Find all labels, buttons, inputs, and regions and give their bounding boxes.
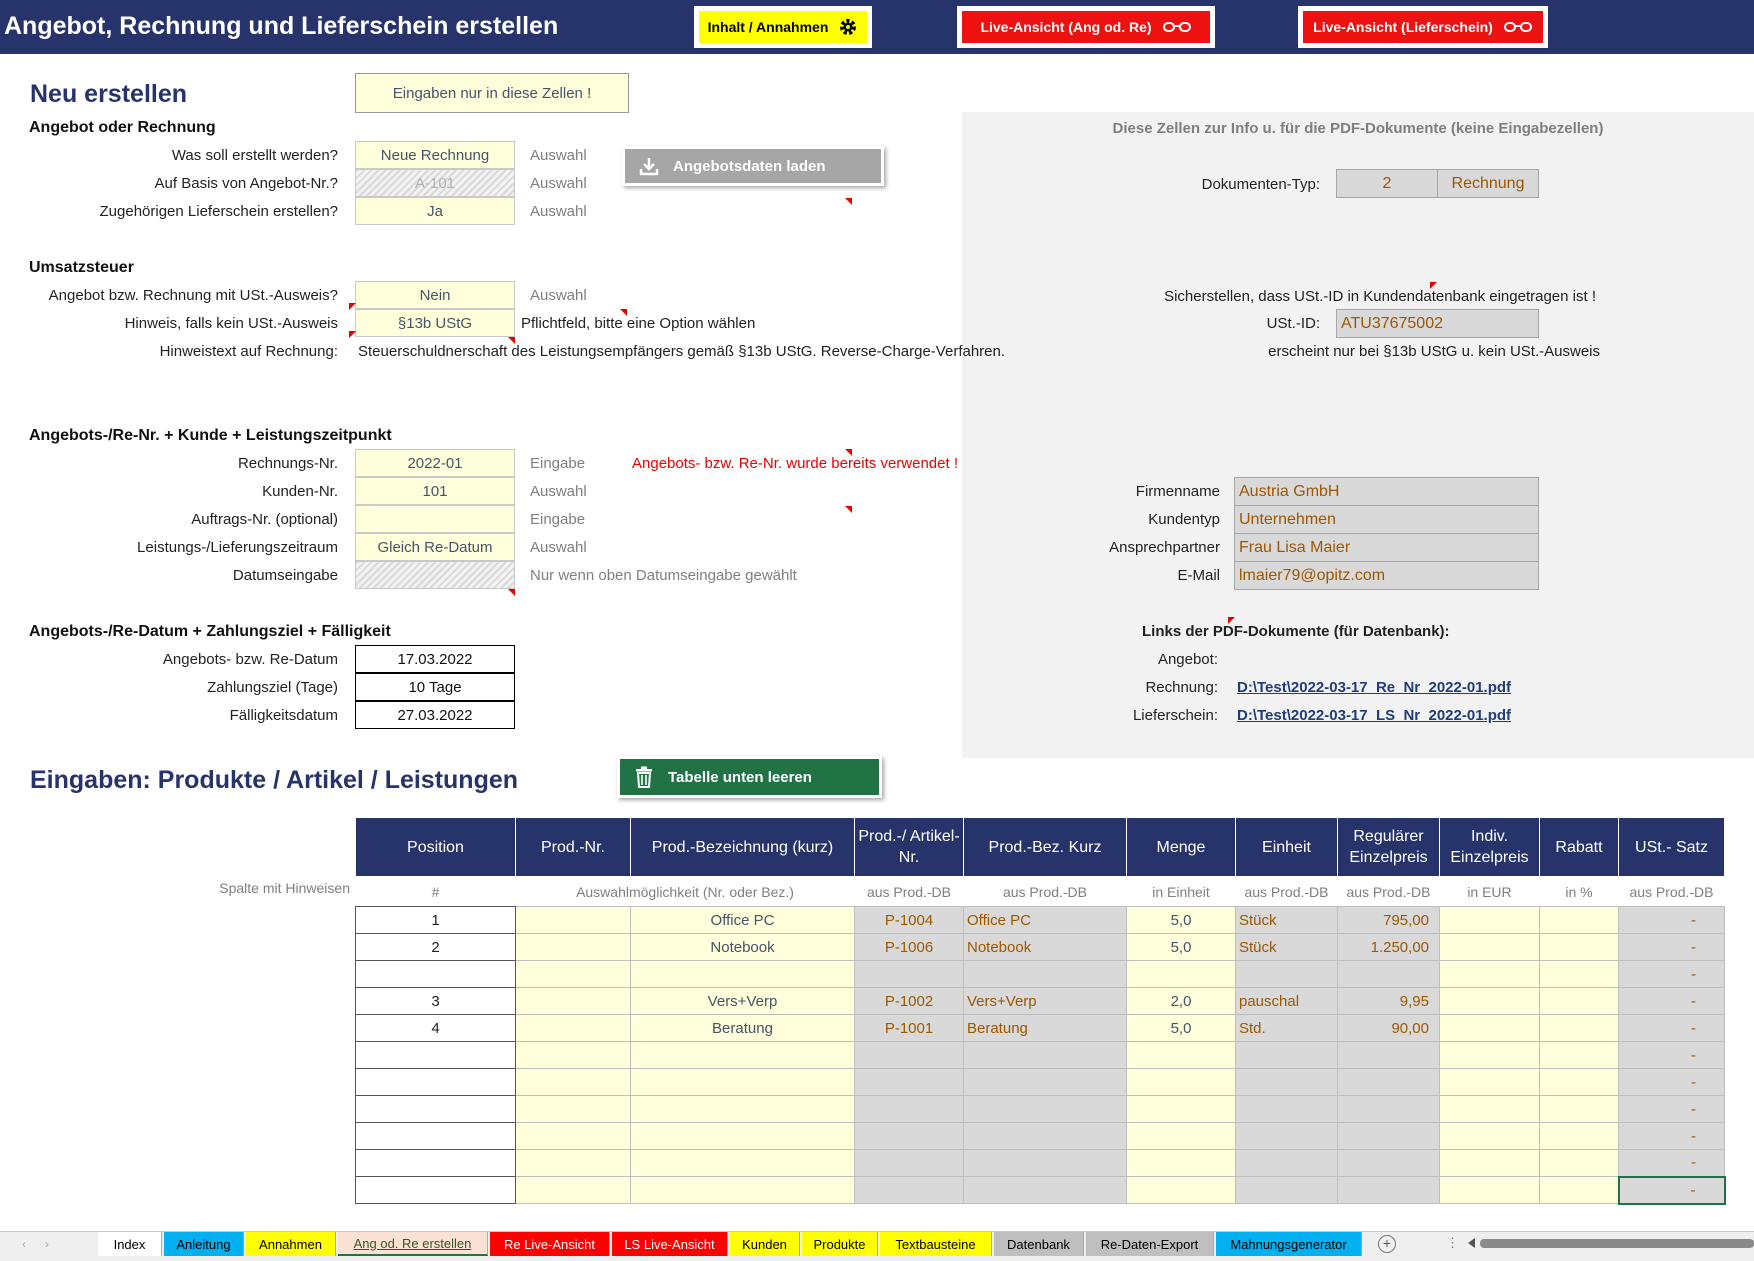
cell-ust: - [1619, 934, 1725, 961]
cell-indiv[interactable] [1440, 1096, 1540, 1123]
table-row [356, 934, 1725, 961]
subheader-cell: aus Prod.-DB [1244, 883, 1329, 900]
inhalt-annahmen-button[interactable] [694, 6, 872, 48]
glasses-icon [1162, 20, 1192, 34]
field-label: Was soll erstellt werden? [171, 147, 338, 164]
cell-pos[interactable] [356, 1096, 516, 1123]
sheet-tab-2[interactable]: Annahmen [246, 1232, 336, 1256]
customer-info-value: Unternehmen [1234, 505, 1539, 534]
section-heading-datum: Angebots-/Re-Datum + Zahlungsziel + Fälligkeit [29, 623, 391, 640]
cell-kurz [964, 1069, 1127, 1096]
cell-einheit [1236, 1069, 1338, 1096]
cell-einheit [1236, 1096, 1338, 1123]
cell-kurz: Vers+Verp [964, 988, 1127, 1015]
section-heading-umsatzsteuer: Umsatzsteuer [29, 259, 134, 276]
cell-ust: - [1619, 1123, 1725, 1150]
cell-preis [1338, 1096, 1440, 1123]
subheader-cell: in Einheit [1152, 883, 1210, 900]
cell-kurz [964, 961, 1127, 988]
cell-rabatt[interactable] [1540, 1177, 1619, 1204]
cell-bez[interactable] [631, 1096, 855, 1123]
column-header: USt.- Satz [1619, 818, 1725, 877]
column-header: Menge [1127, 818, 1236, 877]
cell-indiv[interactable] [1440, 1150, 1540, 1177]
cell-bez[interactable] [631, 1177, 855, 1204]
section-heading-angebot-rechnung: Angebot oder Rechnung [29, 119, 216, 136]
field-label: Leistungs-/Lieferungszeitraum [137, 539, 338, 556]
pdf-link[interactable]: D:\Test\2022-03-17_Re_Nr_2022-01.pdf [1237, 679, 1512, 696]
cell-einheit: pauschal [1236, 988, 1338, 1015]
cell-rabatt[interactable] [1540, 934, 1619, 961]
sheet-tab-0[interactable]: Index [98, 1232, 162, 1256]
cell-art [855, 961, 964, 988]
cell-preis: 1.250,00 [1338, 934, 1440, 961]
page-title: Angebot, Rechnung und Lieferschein erstellen [4, 12, 559, 40]
field-label: Kunden-Nr. [262, 483, 338, 500]
doctype-number: 2 [1336, 169, 1438, 198]
input-cells-note: Eingaben nur in diese Zellen ! [355, 73, 629, 113]
sheet-tab-bar [0, 1231, 1754, 1261]
cell-kurz [964, 1150, 1127, 1177]
comment-indicator [620, 309, 627, 316]
column-header: Rabatt [1540, 818, 1619, 877]
clear-table-button[interactable] [617, 756, 882, 798]
sheet-tab-7[interactable]: Produkte [802, 1232, 878, 1256]
cell-rabatt[interactable] [1540, 1042, 1619, 1069]
column-header: Prod.-Bezeichnung (kurz) [631, 818, 855, 877]
cell-bez[interactable] [631, 1123, 855, 1150]
input-cell[interactable]: 2022-01 [355, 449, 515, 477]
cell-art: P-1001 [855, 1015, 964, 1042]
cell-indiv[interactable] [1440, 961, 1540, 988]
cell-nr[interactable] [516, 1042, 631, 1069]
pdf-link-label: Lieferschein: [1132, 707, 1218, 724]
info-panel-title: Diese Zellen zur Info u. für die PDF-Dokumente (keine Eingabezellen) [1112, 120, 1604, 137]
field-label: Datumseingabe [232, 567, 338, 584]
cell-rabatt[interactable] [1540, 961, 1619, 988]
cell-bez[interactable] [631, 961, 855, 988]
table-row [356, 1177, 1725, 1204]
cell-indiv[interactable] [1440, 1015, 1540, 1042]
more-options-icon[interactable]: ⋮ [1446, 1235, 1459, 1250]
pdf-link[interactable]: D:\Test\2022-03-17_LS_Nr_2022-01.pdf [1237, 707, 1512, 724]
load-offer-data-button[interactable] [622, 146, 884, 186]
cell-indiv[interactable] [1440, 907, 1540, 934]
cell-art: P-1004 [855, 907, 964, 934]
cell-nr[interactable] [516, 961, 631, 988]
cell-pos[interactable]: 1 [356, 907, 516, 934]
field-hint: Auswahl [530, 287, 587, 304]
field-label: Auftrags-Nr. (optional) [191, 511, 338, 528]
pdf-links-title: Links der PDF-Dokumente (für Datenbank): [1142, 623, 1450, 640]
cell-indiv[interactable] [1440, 1123, 1540, 1150]
input-cell[interactable]: Nein [355, 281, 515, 309]
cell-menge[interactable]: 2,0 [1127, 988, 1236, 1015]
cell-indiv[interactable] [1440, 934, 1540, 961]
column-header: Prod.-Nr. [516, 818, 631, 877]
doctype-name: Rechnung [1437, 169, 1539, 198]
cell-preis [1338, 1042, 1440, 1069]
comment-indicator [508, 589, 515, 596]
cell-preis [1338, 1177, 1440, 1204]
cell-einheit [1236, 1150, 1338, 1177]
sheet-tab-4[interactable]: Re Live-Ansicht [490, 1232, 610, 1256]
input-cell[interactable]: 17.03.2022 [355, 645, 515, 673]
table-row [356, 1042, 1725, 1069]
customer-info-label: Firmenname [1135, 483, 1220, 500]
clear-button-label: Tabelle unten leeren [668, 768, 812, 786]
cell-pos[interactable] [356, 1177, 516, 1204]
subheader-cell: # [431, 883, 440, 900]
cell-kurz [964, 1096, 1127, 1123]
cell-ust: - [1619, 1177, 1725, 1204]
cell-nr[interactable] [516, 934, 631, 961]
field-label: Auf Basis von Angebot-Nr.? [154, 175, 338, 192]
cell-menge[interactable]: 5,0 [1127, 934, 1236, 961]
input-cell[interactable]: Neue Rechnung [355, 141, 515, 169]
comment-indicator [349, 331, 356, 338]
field-label: Zahlungsziel (Tage) [207, 679, 338, 696]
subheader-row [356, 877, 1725, 907]
ust-id-note: Sicherstellen, dass USt.-ID in Kundendatenbank eingetragen ist ! [1164, 288, 1596, 305]
sheet-tab-8[interactable]: Textbausteine [880, 1232, 992, 1256]
cell-rabatt[interactable] [1540, 1150, 1619, 1177]
hinweistext-value: Steuerschuldnerschaft des Leistungsempfängers gemäß §13b UStG. Reverse-Charge-Verfahren. [358, 343, 1006, 360]
ust-id-label: USt.-ID: [1266, 315, 1320, 332]
input-cell[interactable]: 101 [355, 477, 515, 505]
sheet-tab-5[interactable]: LS Live-Ansicht [612, 1232, 728, 1256]
products-table [355, 817, 1726, 1205]
cell-kurz: Beratung [964, 1015, 1127, 1042]
pdf-link-label: Angebot: [1157, 651, 1218, 668]
cell-ust: - [1619, 988, 1725, 1015]
field-label: Fälligkeitsdatum [229, 707, 338, 724]
scroll-left-arrow-icon[interactable] [1468, 1238, 1475, 1248]
input-cell[interactable] [355, 505, 515, 533]
sheet-tab-10[interactable]: Re-Daten-Export [1086, 1232, 1214, 1256]
column-hints-label: Spalte mit Hinweisen [219, 880, 350, 896]
cell-bez[interactable]: Beratung [631, 1015, 855, 1042]
subheader-cell: aus Prod.-DB [866, 883, 952, 900]
cell-nr[interactable] [516, 988, 631, 1015]
load-button-label: Angebotsdaten laden [673, 157, 826, 175]
table-row [356, 1069, 1725, 1096]
cell-menge[interactable] [1127, 1042, 1236, 1069]
field-hint: Nur wenn oben Datumseingabe gewählt [530, 567, 797, 584]
cell-menge[interactable] [1127, 1069, 1236, 1096]
subheader-cell: Auswahlmöglichkeit (Nr. oder Bez.) [576, 883, 794, 900]
cell-pos[interactable] [356, 1042, 516, 1069]
cell-menge[interactable]: 5,0 [1127, 907, 1236, 934]
cell-art [855, 1042, 964, 1069]
hinweistext-label: Hinweistext auf Rechnung: [159, 343, 338, 360]
cell-nr[interactable] [516, 1069, 631, 1096]
download-icon [639, 156, 659, 176]
cell-pos[interactable] [356, 1150, 516, 1177]
cell-nr[interactable] [516, 1177, 631, 1204]
input-cell[interactable]: Gleich Re-Datum [355, 533, 515, 561]
duplicate-number-warning: Angebots- bzw. Re-Nr. wurde bereits verwendet ! [632, 455, 958, 472]
field-hint: Auswahl [530, 147, 587, 164]
cell-preis: 9,95 [1338, 988, 1440, 1015]
cell-bez[interactable]: Vers+Verp [631, 988, 855, 1015]
comment-indicator [845, 198, 852, 205]
cell-indiv[interactable] [1440, 988, 1540, 1015]
field-hint: Eingabe [530, 511, 586, 528]
cell-kurz [964, 1042, 1127, 1069]
cell-bez[interactable] [631, 1069, 855, 1096]
cell-kurz: Notebook [964, 934, 1127, 961]
horizontal-scrollbar[interactable] [1480, 1239, 1754, 1248]
cell-kurz: Office PC [964, 907, 1127, 934]
cell-art [855, 1150, 964, 1177]
cell-menge[interactable] [1127, 1096, 1236, 1123]
cell-bez[interactable]: Notebook [631, 934, 855, 961]
sheet-tab-9[interactable]: Datenbank [994, 1232, 1084, 1256]
cell-kurz [964, 1123, 1127, 1150]
customer-info-value: Austria GmbH [1234, 477, 1539, 506]
sheet-tab-6[interactable]: Kunden [730, 1232, 800, 1256]
cell-pos[interactable] [356, 1123, 516, 1150]
cell-preis [1338, 1123, 1440, 1150]
cell-kurz [964, 1177, 1127, 1204]
field-hint: Pflichtfeld, bitte eine Option wählen [521, 315, 756, 332]
sheet-tab-1[interactable]: Anleitung [164, 1232, 244, 1256]
live-view-offer-invoice-button[interactable] [957, 6, 1215, 48]
column-header: Prod.-/ Artikel-Nr. [855, 818, 964, 877]
input-cell[interactable]: A-101 [355, 169, 515, 197]
table-row [356, 1150, 1725, 1177]
cell-ust: - [1619, 1015, 1725, 1042]
field-label: Angebot bzw. Rechnung mit USt.-Ausweis? [48, 287, 338, 304]
cell-einheit [1236, 1123, 1338, 1150]
cell-pos[interactable]: 2 [356, 934, 516, 961]
cell-art [855, 1123, 964, 1150]
cell-einheit: Std. [1236, 1015, 1338, 1042]
cell-rabatt[interactable] [1540, 1123, 1619, 1150]
comment-indicator [845, 506, 852, 513]
comment-indicator [845, 449, 852, 456]
cell-nr[interactable] [516, 1096, 631, 1123]
cell-einheit [1236, 1177, 1338, 1204]
cell-indiv[interactable] [1440, 1177, 1540, 1204]
table-row [356, 988, 1725, 1015]
cell-rabatt[interactable] [1540, 988, 1619, 1015]
field-hint: Auswahl [530, 175, 587, 192]
customer-info-label: Ansprechpartner [1109, 539, 1220, 556]
cell-bez[interactable] [631, 1150, 855, 1177]
live-ang-label: Live-Ansicht (Ang od. Re) [980, 19, 1152, 35]
cell-rabatt[interactable] [1540, 1096, 1619, 1123]
cell-pos[interactable]: 3 [356, 988, 516, 1015]
pdf-link-label: Rechnung: [1145, 679, 1218, 696]
cell-preis [1338, 1069, 1440, 1096]
table-row [356, 1123, 1725, 1150]
cell-bez[interactable] [631, 1042, 855, 1069]
field-hint: Auswahl [530, 539, 587, 556]
customer-info-value: Frau Lisa Maier [1234, 533, 1539, 562]
input-cell[interactable]: Ja [355, 197, 515, 225]
gear-icon [838, 17, 858, 37]
inhalt-button-label: Inhalt / Annahmen [707, 19, 829, 35]
comment-indicator [1228, 617, 1235, 624]
cell-ust: - [1619, 1042, 1725, 1069]
table-row [356, 907, 1725, 934]
cell-einheit: Stück [1236, 934, 1338, 961]
cell-einheit: Stück [1236, 907, 1338, 934]
cell-indiv[interactable] [1440, 1042, 1540, 1069]
subheader-cell: aus Prod.-DB [1002, 883, 1088, 900]
cell-nr[interactable] [516, 907, 631, 934]
ust-id-footnote: erscheint nur bei §13b UStG u. kein USt.-Ausweis [1268, 343, 1600, 360]
neu-erstellen-heading: Neu erstellen [30, 80, 188, 108]
cell-indiv[interactable] [1440, 1069, 1540, 1096]
cell-art: P-1002 [855, 988, 964, 1015]
input-cell[interactable]: 10 Tage [355, 673, 515, 701]
field-hint: Auswahl [530, 483, 587, 500]
cell-menge[interactable] [1127, 1150, 1236, 1177]
cell-nr[interactable] [516, 1015, 631, 1042]
column-header: Einheit [1236, 818, 1338, 877]
section-heading-nummer-kunde: Angebots-/Re-Nr. + Kunde + Leistungszeitpunkt [29, 427, 392, 444]
live-view-delivery-button[interactable] [1298, 6, 1548, 48]
glasses-icon [1503, 20, 1533, 34]
cell-bez[interactable]: Office PC [631, 907, 855, 934]
input-cell[interactable] [355, 561, 515, 589]
input-cell[interactable]: 27.03.2022 [355, 701, 515, 729]
table-row [356, 961, 1725, 988]
cell-preis [1338, 961, 1440, 988]
cell-nr[interactable] [516, 1150, 631, 1177]
cell-nr[interactable] [516, 1123, 631, 1150]
subheader-cell: in EUR [1467, 883, 1512, 900]
cell-art: P-1006 [855, 934, 964, 961]
comment-indicator [508, 337, 515, 344]
cell-pos[interactable] [356, 1069, 516, 1096]
field-hint: Eingabe [530, 455, 586, 472]
cell-preis: 90,00 [1338, 1015, 1440, 1042]
subheader-cell: in % [1565, 883, 1593, 900]
cell-preis: 795,00 [1338, 907, 1440, 934]
doctype-label: Dokumenten-Typ: [1201, 176, 1320, 193]
add-sheet-icon[interactable]: + [1378, 1235, 1396, 1253]
column-header: Regulärer Einzelpreis [1338, 818, 1440, 877]
cell-menge[interactable] [1127, 1123, 1236, 1150]
scroll-right-icon[interactable]: › [45, 1237, 49, 1251]
products-heading: Eingaben: Produkte / Artikel / Leistungen [30, 766, 519, 794]
cell-ust: - [1619, 1069, 1725, 1096]
table-row [356, 1096, 1725, 1123]
table-row [356, 1015, 1725, 1042]
cell-ust: - [1619, 907, 1725, 934]
cell-preis [1338, 1150, 1440, 1177]
live-ls-label: Live-Ansicht (Lieferschein) [1313, 19, 1493, 35]
scroll-left-icon[interactable]: ‹ [22, 1237, 26, 1251]
cell-einheit [1236, 961, 1338, 988]
customer-info-label: Kundentyp [1148, 511, 1220, 528]
trash-icon [634, 766, 654, 788]
cell-rabatt[interactable] [1540, 1069, 1619, 1096]
sheet-tab-11[interactable]: Mahnungsgenerator [1216, 1232, 1362, 1256]
column-header: Prod.-Bez. Kurz [964, 818, 1127, 877]
input-cell[interactable]: §13b UStG [355, 309, 515, 337]
field-hint: Auswahl [530, 203, 587, 220]
subheader-cell: aus Prod.-DB [1629, 883, 1714, 900]
cell-pos[interactable] [356, 961, 516, 988]
comment-indicator [1430, 282, 1437, 289]
customer-info-value: lmaier79@opitz.com [1234, 561, 1539, 590]
field-label: Hinweis, falls kein USt.-Ausweis [124, 315, 338, 332]
cell-menge[interactable]: 5,0 [1127, 1015, 1236, 1042]
field-label: Rechnungs-Nr. [237, 455, 338, 472]
cell-menge[interactable] [1127, 1177, 1236, 1204]
cell-menge[interactable] [1127, 961, 1236, 988]
cell-art [855, 1069, 964, 1096]
cell-ust: - [1619, 1096, 1725, 1123]
column-header: Indiv. Einzelpreis [1440, 818, 1540, 877]
field-label: Angebots- bzw. Re-Datum [162, 651, 338, 668]
cell-ust: - [1619, 961, 1725, 988]
cell-rabatt[interactable] [1540, 1015, 1619, 1042]
subheader-cell: aus Prod.-DB [1346, 883, 1431, 900]
ust-id-value: ATU37675002 [1336, 309, 1539, 338]
cell-einheit [1236, 1042, 1338, 1069]
cell-art [855, 1096, 964, 1123]
cell-pos[interactable]: 4 [356, 1015, 516, 1042]
sheet-tab-3[interactable]: Ang od. Re erstellen [338, 1232, 488, 1256]
cell-rabatt[interactable] [1540, 907, 1619, 934]
cell-art [855, 1177, 964, 1204]
cell-ust: - [1619, 1150, 1725, 1177]
customer-info-label: E-Mail [1177, 567, 1220, 584]
field-label: Zugehörigen Lieferschein erstellen? [99, 203, 338, 220]
column-header: Position [356, 818, 516, 877]
